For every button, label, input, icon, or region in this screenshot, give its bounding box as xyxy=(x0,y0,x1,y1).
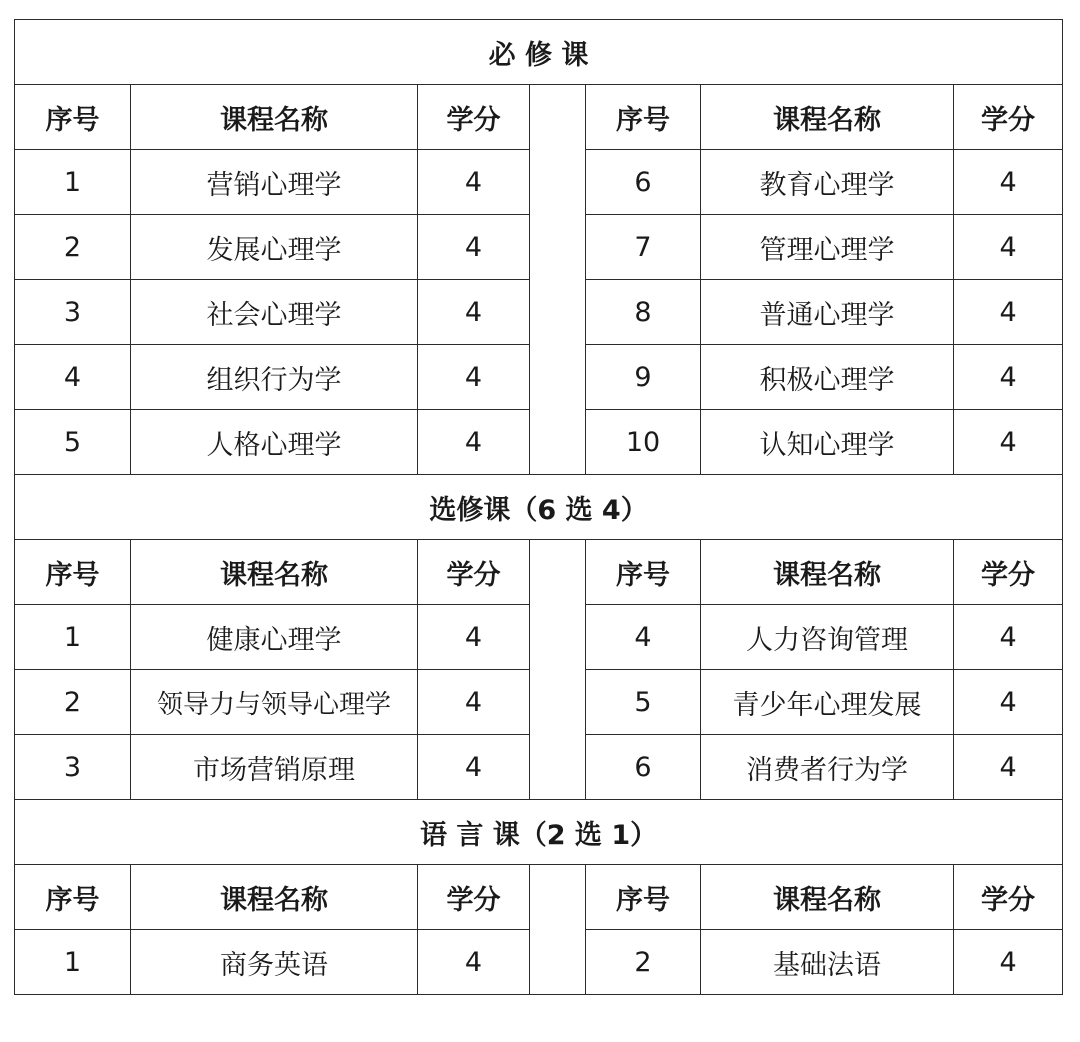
course-no: 5 xyxy=(15,410,131,475)
section-title-row xyxy=(15,475,1063,540)
course-name: 人力咨询管理 xyxy=(701,605,954,670)
header-credit: 学分 xyxy=(418,865,530,930)
course-name: 营销心理学 xyxy=(131,150,418,215)
course-credit: 4 xyxy=(954,930,1063,995)
header-credit: 学分 xyxy=(418,540,530,605)
course-no: 6 xyxy=(586,150,701,215)
header-credit: 学分 xyxy=(954,865,1063,930)
course-credit: 4 xyxy=(954,345,1063,410)
course-name: 健康心理学 xyxy=(131,605,418,670)
course-credit: 4 xyxy=(954,410,1063,475)
course-no: 5 xyxy=(586,670,701,735)
column-gap xyxy=(530,85,586,475)
course-no: 2 xyxy=(15,670,131,735)
course-credit: 4 xyxy=(418,605,530,670)
course-no: 3 xyxy=(15,735,131,800)
header-no: 序号 xyxy=(15,540,131,605)
course-credit: 4 xyxy=(954,605,1063,670)
course-credit: 4 xyxy=(418,280,530,345)
course-no: 1 xyxy=(15,605,131,670)
course-credit: 4 xyxy=(418,735,530,800)
course-name: 发展心理学 xyxy=(131,215,418,280)
course-credit: 4 xyxy=(418,345,530,410)
course-name: 组织行为学 xyxy=(131,345,418,410)
header-credit: 学分 xyxy=(418,85,530,150)
header-credit: 学分 xyxy=(954,540,1063,605)
course-name: 商务英语 xyxy=(131,930,418,995)
course-name: 领导力与领导心理学 xyxy=(131,670,418,735)
course-name: 管理心理学 xyxy=(701,215,954,280)
course-name: 教育心理学 xyxy=(701,150,954,215)
section-title-elective: 选修课（6 选 4） xyxy=(15,475,1063,540)
course-name: 认知心理学 xyxy=(701,410,954,475)
section-title-row xyxy=(15,20,1063,85)
course-name: 基础法语 xyxy=(701,930,954,995)
header-row xyxy=(15,865,1063,930)
header-no: 序号 xyxy=(586,865,701,930)
header-row xyxy=(15,540,1063,605)
course-credit: 4 xyxy=(954,280,1063,345)
header-no: 序号 xyxy=(586,85,701,150)
course-no: 7 xyxy=(586,215,701,280)
section-title-row xyxy=(15,800,1063,865)
header-credit: 学分 xyxy=(954,85,1063,150)
header-name: 课程名称 xyxy=(131,865,418,930)
course-no: 8 xyxy=(586,280,701,345)
header-name: 课程名称 xyxy=(701,540,954,605)
header-name: 课程名称 xyxy=(701,85,954,150)
course-no: 9 xyxy=(586,345,701,410)
course-name: 人格心理学 xyxy=(131,410,418,475)
section-title-required: 必 修 课 xyxy=(15,20,1063,85)
header-name: 课程名称 xyxy=(131,540,418,605)
course-credit: 4 xyxy=(418,930,530,995)
course-no: 4 xyxy=(15,345,131,410)
course-credit: 4 xyxy=(418,670,530,735)
course-no: 2 xyxy=(15,215,131,280)
course-credit: 4 xyxy=(954,670,1063,735)
course-name: 青少年心理发展 xyxy=(701,670,954,735)
course-credit: 4 xyxy=(418,410,530,475)
course-credit: 4 xyxy=(418,215,530,280)
course-credit: 4 xyxy=(954,735,1063,800)
header-no: 序号 xyxy=(586,540,701,605)
header-row xyxy=(15,85,1063,150)
course-no: 4 xyxy=(586,605,701,670)
course-no: 2 xyxy=(586,930,701,995)
header-no: 序号 xyxy=(15,85,131,150)
header-name: 课程名称 xyxy=(701,865,954,930)
column-gap xyxy=(530,865,586,995)
course-no: 3 xyxy=(15,280,131,345)
course-credit: 4 xyxy=(954,215,1063,280)
section-title-language: 语 言 课（2 选 1） xyxy=(15,800,1063,865)
course-name: 社会心理学 xyxy=(131,280,418,345)
course-no: 10 xyxy=(586,410,701,475)
course-table xyxy=(14,19,1063,995)
course-no: 1 xyxy=(15,930,131,995)
course-no: 1 xyxy=(15,150,131,215)
column-gap xyxy=(530,540,586,800)
course-name: 积极心理学 xyxy=(701,345,954,410)
course-credit: 4 xyxy=(954,150,1063,215)
course-name: 消费者行为学 xyxy=(701,735,954,800)
course-no: 6 xyxy=(586,735,701,800)
course-name: 市场营销原理 xyxy=(131,735,418,800)
course-name: 普通心理学 xyxy=(701,280,954,345)
course-credit: 4 xyxy=(418,150,530,215)
header-name: 课程名称 xyxy=(131,85,418,150)
header-no: 序号 xyxy=(15,865,131,930)
